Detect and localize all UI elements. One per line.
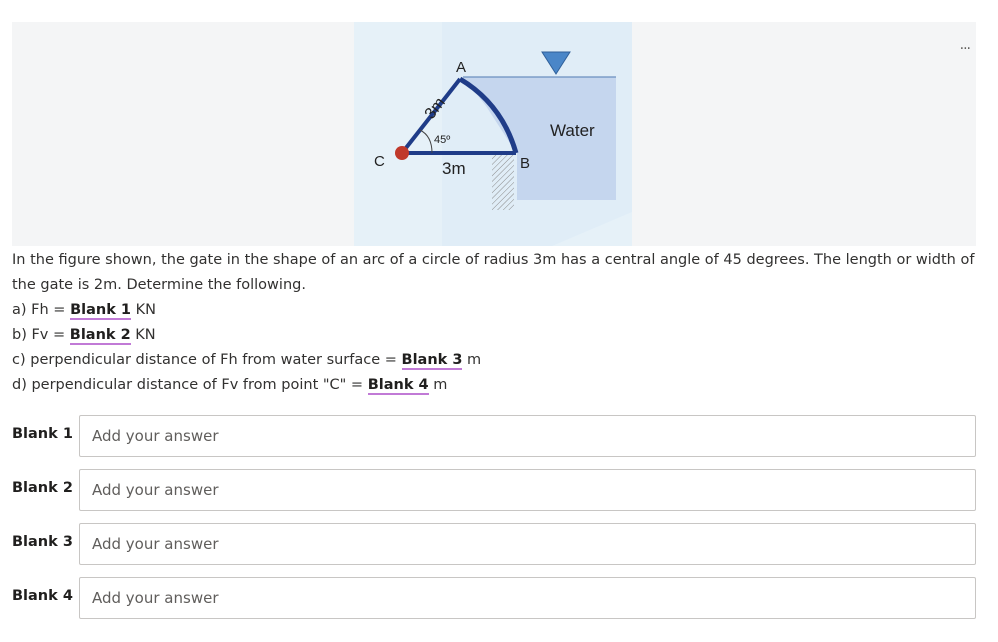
answer-row-1	[12, 415, 978, 457]
blank-reference-1: Blank 1	[70, 302, 131, 318]
figure-container	[12, 22, 976, 246]
item-suffix: KN	[130, 327, 156, 343]
item-prefix: b) Fv =	[12, 327, 70, 343]
question-text	[12, 248, 978, 398]
blank-reference-2: Blank 2	[69, 327, 131, 343]
answer-input-3[interactable]	[79, 523, 976, 565]
item-suffix: m	[462, 352, 482, 368]
wall-hatching	[492, 154, 514, 210]
answer-input-1[interactable]	[79, 415, 976, 457]
answer-label-2: Blank 2	[12, 480, 73, 496]
answer-label-4: Blank 4	[12, 588, 73, 604]
hinge-point-c	[395, 146, 409, 160]
answer-input-2[interactable]	[79, 469, 976, 511]
label-b: B	[520, 155, 531, 172]
gate-diagram	[12, 22, 976, 246]
question-item-a	[12, 298, 978, 323]
item-suffix: m	[428, 377, 448, 393]
item-prefix: d) perpendicular distance of Fv from point "C" =	[12, 377, 368, 393]
item-suffix: KN	[130, 302, 156, 318]
label-c: C	[374, 153, 385, 170]
label-angle: 45º	[434, 134, 451, 146]
item-prefix: c) perpendicular distance of Fh from water surface =	[12, 352, 402, 368]
answer-row-2	[12, 469, 978, 511]
more-options-button[interactable]: ...	[959, 37, 970, 53]
label-radius-arc: 3m	[421, 94, 449, 123]
answer-label-1: Blank 1	[12, 426, 73, 442]
question-item-c	[12, 348, 978, 373]
answer-row-3	[12, 523, 978, 565]
blank-reference-4: Blank 4	[367, 377, 429, 393]
question-item-d	[12, 373, 978, 398]
answer-input-4[interactable]	[79, 577, 976, 619]
label-water: Water	[550, 121, 595, 140]
label-radius-base: 3m	[442, 159, 466, 178]
question-item-b	[12, 323, 978, 348]
blank-reference-3: Blank 3	[401, 352, 463, 368]
question-intro: In the figure shown, the gate in the shape of an arc of a circle of radius 3m has a central angle of 45 degrees. The length or width of the gate is 2m. Determine the following.	[12, 252, 975, 293]
item-prefix: a) Fh =	[12, 302, 71, 318]
label-a: A	[456, 59, 467, 76]
answer-row-4	[12, 577, 978, 619]
answer-label-3: Blank 3	[12, 534, 73, 550]
